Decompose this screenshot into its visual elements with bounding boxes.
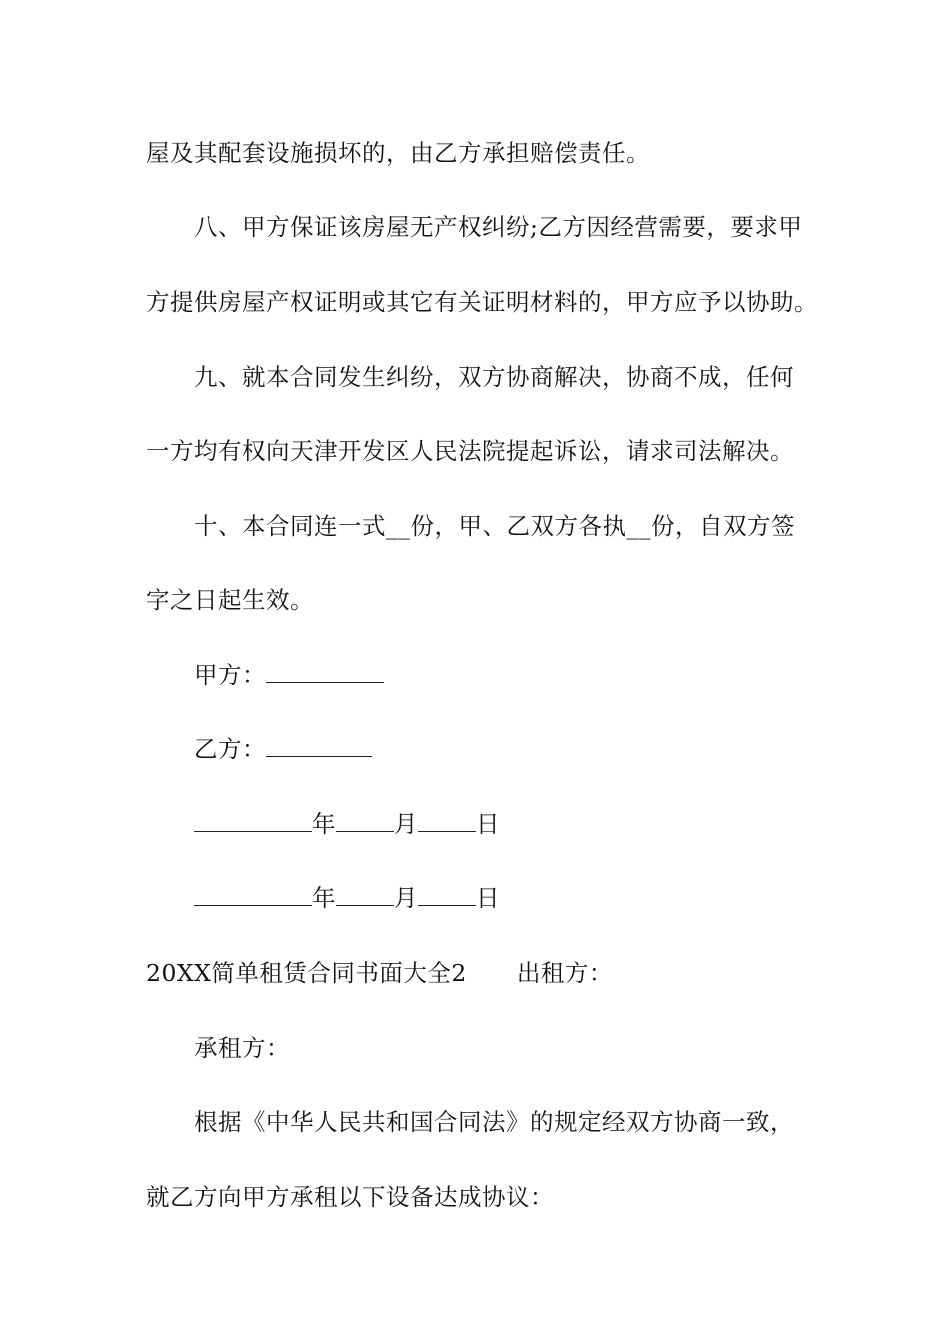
paragraph-line: 十、本合同连一式__份，甲、乙双方各执__份，自双方签: [194, 512, 795, 540]
section-2-title: 20XX简单租赁合同书面大全2: [146, 959, 467, 987]
paragraph-line: 就乙方向甲方承租以下设备达成协议：: [146, 1183, 554, 1211]
party-b-label: 乙方：: [194, 735, 266, 763]
day-label: 日: [476, 810, 500, 838]
day-blank: [418, 809, 476, 832]
paragraph-line: 方提供房屋产权证明或其它有关证明材料的，甲方应予以协助。: [146, 288, 818, 316]
paragraph-line: 八、甲方保证该房屋无产权纠纷;乙方因经营需要，要求甲: [194, 213, 803, 241]
day-label: 日: [476, 884, 500, 912]
section-2-heading: [146, 958, 613, 988]
month-blank: [336, 883, 394, 906]
paragraph-line: 字之日起生效。: [146, 586, 314, 614]
year-blank: [194, 809, 312, 832]
year-label: 年: [312, 810, 336, 838]
paragraph-line: 根据《中华人民共和国合同法》的规定经双方协商一致，: [194, 1108, 794, 1136]
lessor-label: 出租方：: [516, 959, 613, 987]
month-label: 月: [394, 810, 418, 838]
lessee-label: 承租方：: [194, 1034, 290, 1062]
party-a-label: 甲方：: [194, 661, 266, 689]
party-b-signature: [194, 734, 372, 764]
paragraph-line: 九、就本合同发生纠纷，双方协商解决，协商不成，任何: [194, 363, 794, 391]
party-b-blank: [266, 734, 372, 757]
paragraph-line: 屋及其配套设施损坏的，由乙方承担赔偿责任。: [146, 139, 650, 167]
party-a-blank: [266, 660, 384, 683]
year-blank: [194, 883, 312, 906]
day-blank: [418, 883, 476, 906]
party-a-signature: [194, 660, 384, 690]
month-label: 月: [394, 884, 418, 912]
date-line-a: [194, 809, 500, 839]
date-line-b: [194, 883, 500, 913]
paragraph-line: 一方均有权向天津开发区人民法院提起诉讼，请求司法解决。: [146, 437, 794, 465]
year-label: 年: [312, 884, 336, 912]
month-blank: [336, 809, 394, 832]
